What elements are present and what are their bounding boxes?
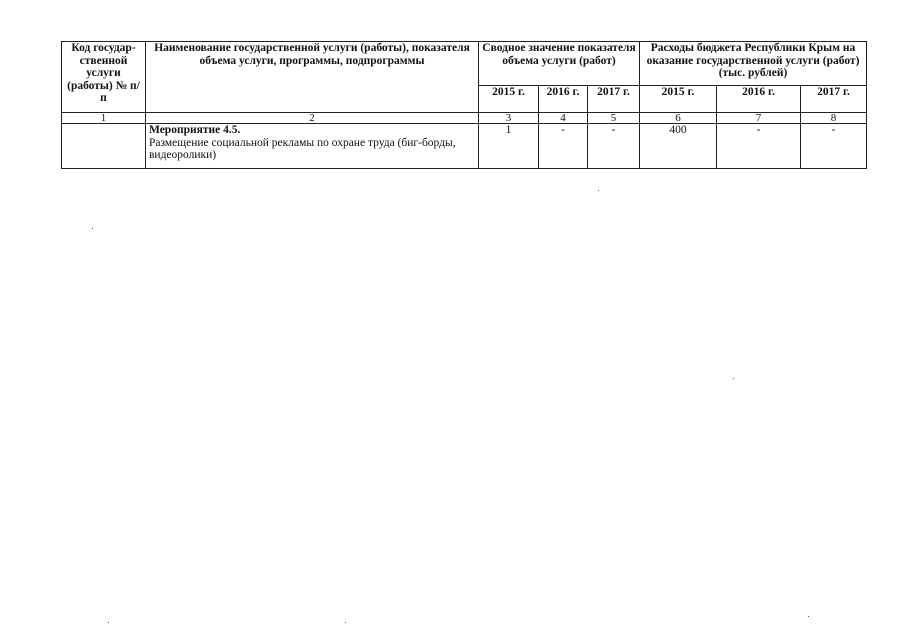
row-description [146, 124, 479, 169]
row-volume-2015: 1 [479, 124, 539, 169]
scan-speck [808, 616, 809, 617]
header-volume: Сводное значение показателя объема услуги (работ) [479, 42, 640, 86]
header-expenses: Расходы бюджета Республики Крым на оказание государственной услуги (работ) (тыс. рублей) [640, 42, 867, 86]
year-volume-2015: 2015 г. [479, 86, 539, 113]
year-expenses-2016: 2016 г. [717, 86, 801, 113]
row-volume-2017: - [588, 124, 640, 169]
row-volume-2016: - [539, 124, 588, 169]
row-text: Размещение социальной рекламы по охране труда (биг-борды, видеоролики) [149, 136, 456, 161]
column-number: 2 [146, 113, 479, 124]
column-numbers-row [62, 113, 867, 124]
scan-speck [108, 622, 109, 623]
scan-speck [345, 622, 346, 623]
scan-speck [92, 228, 93, 229]
header-row [62, 42, 867, 86]
scan-speck [733, 378, 734, 379]
year-expenses-2017: 2017 г. [801, 86, 867, 113]
header-code: Код государ-ственной услуги (работы) № п/п [62, 42, 146, 113]
column-number: 7 [717, 113, 801, 124]
column-number: 8 [801, 113, 867, 124]
row-title: Мероприятие 4.5. [149, 124, 241, 136]
row-code [62, 124, 146, 169]
year-expenses-2015: 2015 г. [640, 86, 717, 113]
column-number: 6 [640, 113, 717, 124]
row-expenses-2017: - [801, 124, 867, 169]
year-volume-2016: 2016 г. [539, 86, 588, 113]
column-number: 5 [588, 113, 640, 124]
row-expenses-2016: - [717, 124, 801, 169]
services-table [61, 41, 867, 169]
year-volume-2017: 2017 г. [588, 86, 640, 113]
column-number: 4 [539, 113, 588, 124]
scan-speck [598, 190, 599, 191]
row-expenses-2015: 400 [640, 124, 717, 169]
column-number: 1 [62, 113, 146, 124]
header-name: Наименование государственной услуги (работы), показателя объема услуги, программы, подпрограммы [146, 42, 479, 113]
column-number: 3 [479, 113, 539, 124]
table-row [62, 124, 867, 169]
